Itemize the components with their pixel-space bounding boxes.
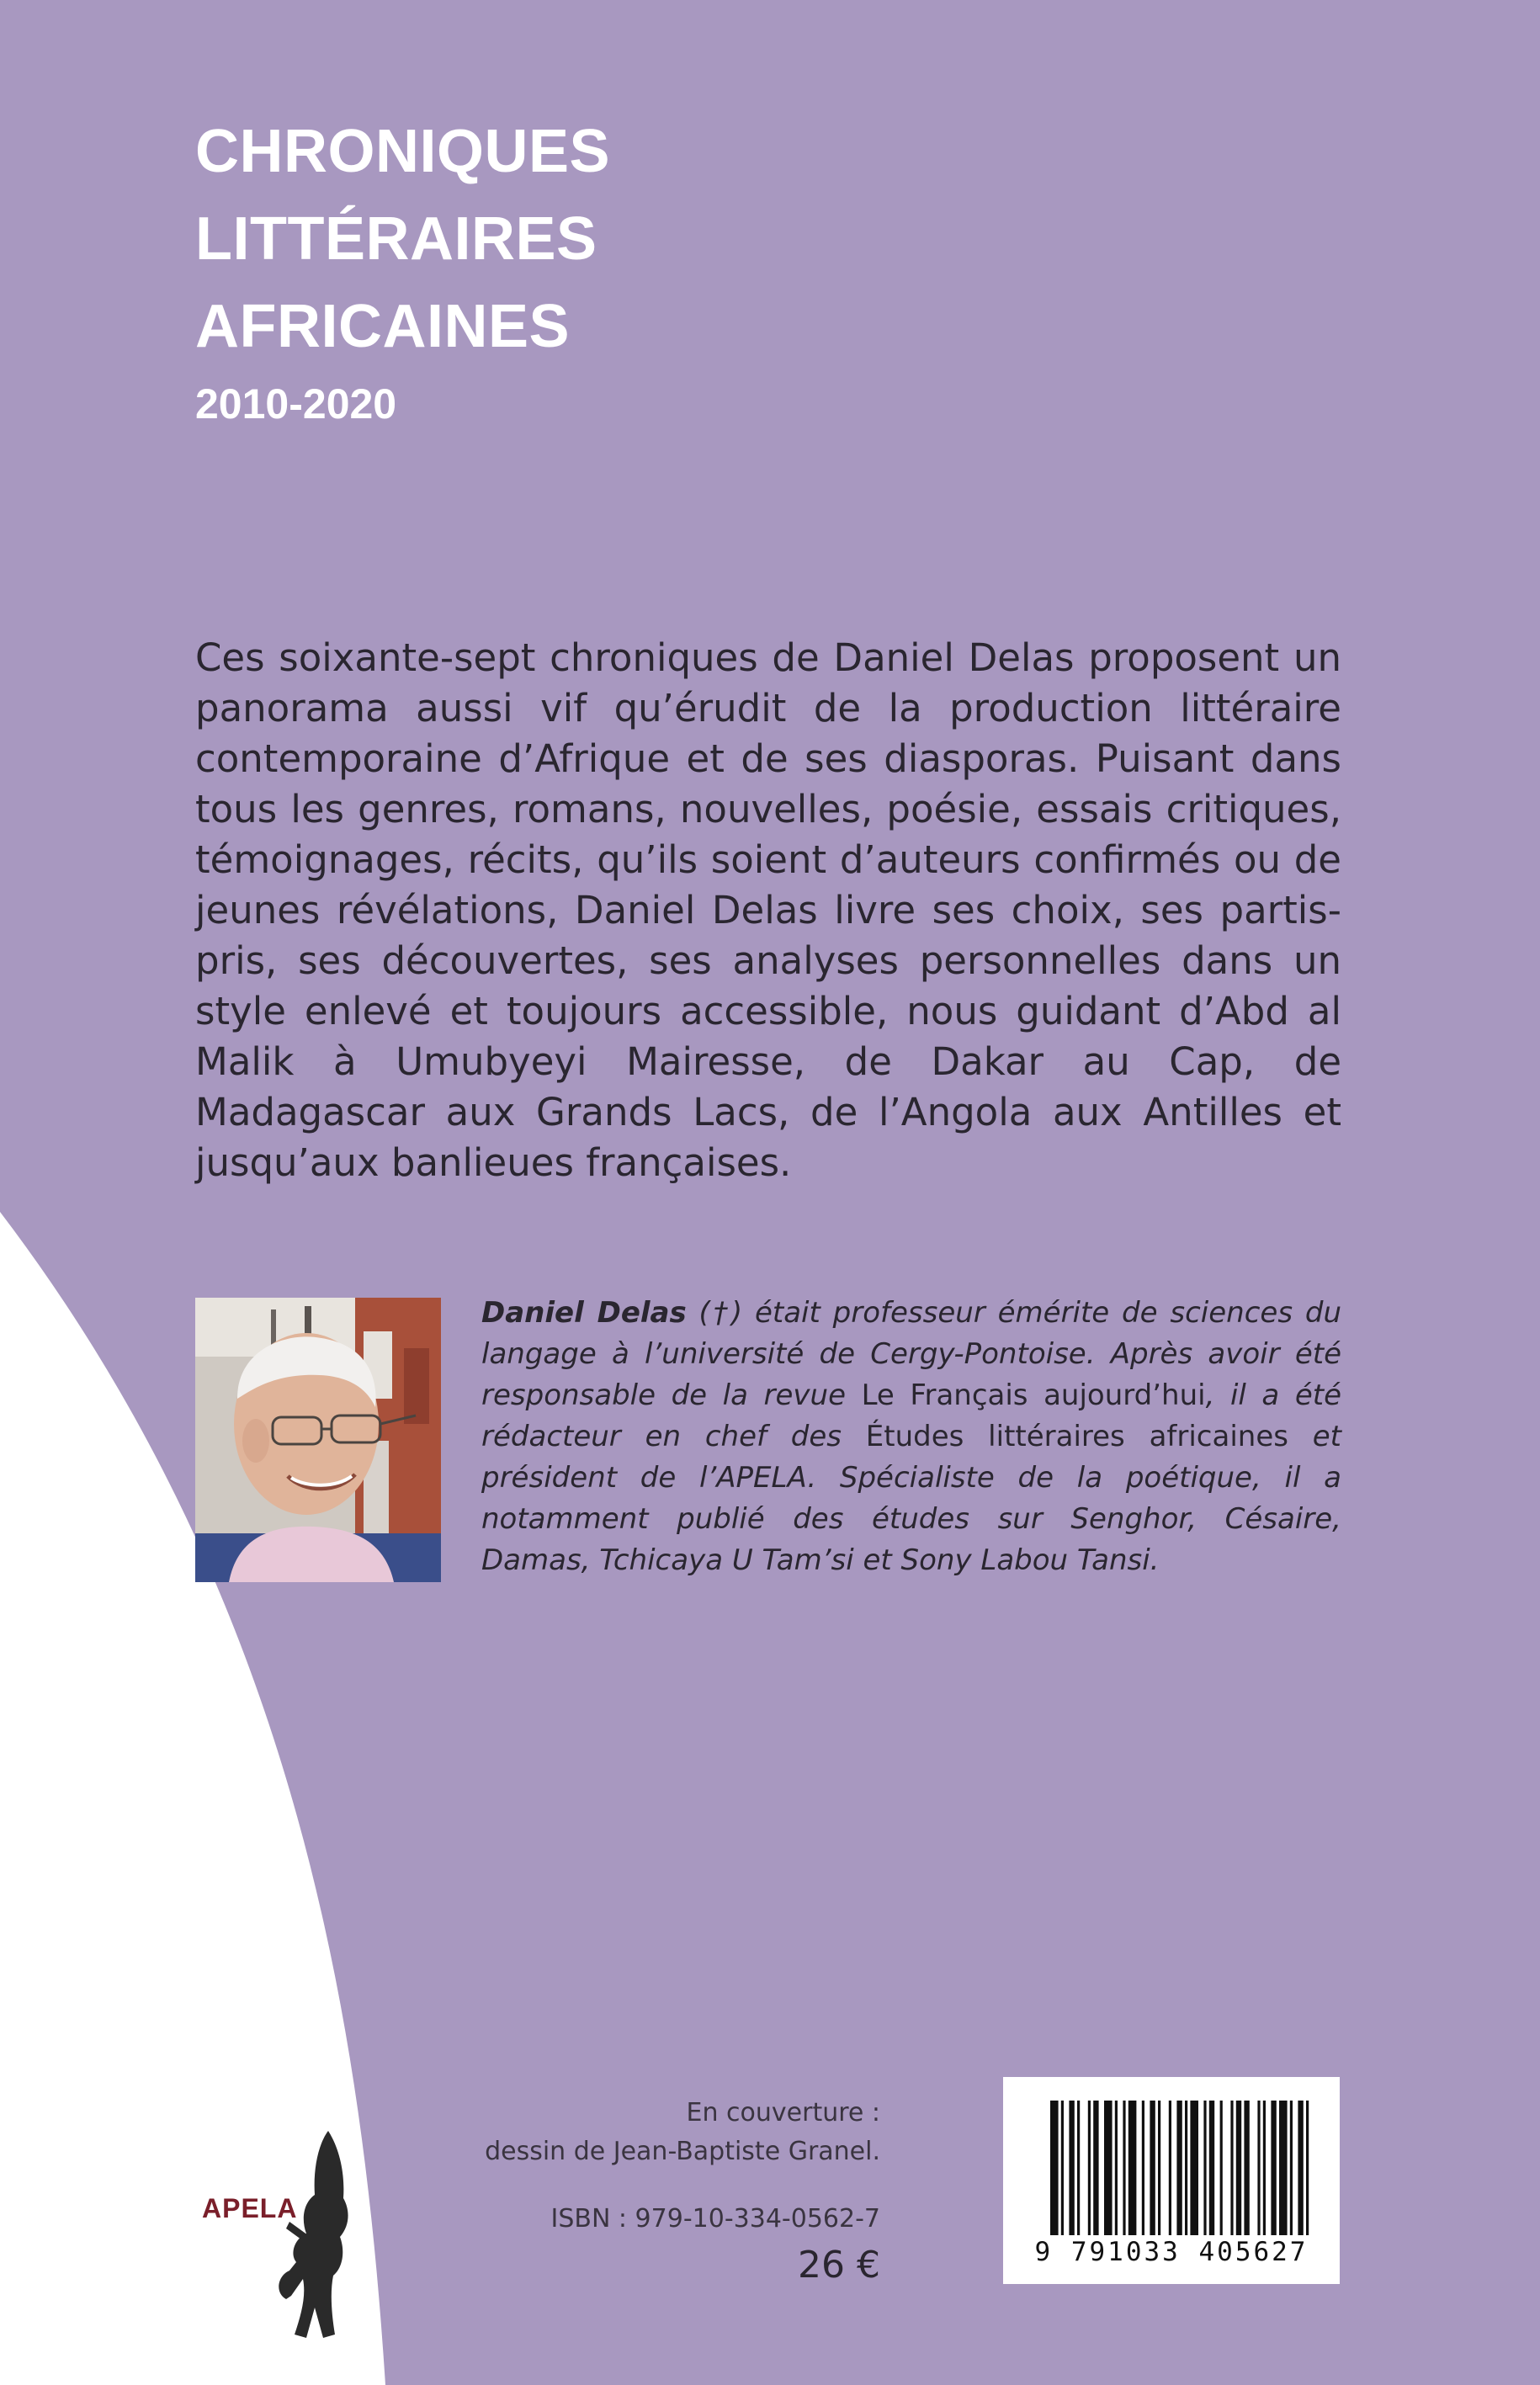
credits-line-2: dessin de Jean-Baptiste Granel. bbox=[485, 2137, 880, 2166]
title-years: 2010-2020 bbox=[195, 380, 397, 428]
title-line-3: AFRICAINES bbox=[195, 293, 571, 360]
credits-line-1: En couverture : bbox=[686, 2098, 880, 2127]
author-photo bbox=[195, 1298, 441, 1582]
isbn: ISBN : 979-10-334-0562-7 bbox=[550, 2204, 880, 2234]
carved-figure-icon bbox=[202, 2127, 387, 2346]
bio-text-3: et président de l’APELA. Spécialiste de la poétique, il a notamment publié des études sur Senghor, Césaire, Damas, Tchicaya U Tam’si et Sony Labou Tansi. bbox=[481, 1420, 1342, 1577]
logo-text: APELA bbox=[202, 2193, 298, 2223]
bio-journal-1: Le Français aujourd’hui bbox=[861, 1378, 1206, 1412]
cover-credits bbox=[485, 2094, 880, 2171]
publisher-logo bbox=[202, 2127, 387, 2346]
author-bio bbox=[481, 1293, 1341, 1581]
title-line-1: CHRONIQUES bbox=[195, 118, 611, 185]
barcode-digits: 9 791033 405627 bbox=[1034, 2237, 1309, 2267]
bio-journal-2: Études littéraires africaines bbox=[865, 1420, 1288, 1453]
author-name: Daniel Delas bbox=[481, 1296, 687, 1330]
book-title bbox=[195, 108, 610, 370]
author-portrait-icon bbox=[195, 1298, 441, 1582]
bio-text-1: (†) était professeur émérite de sciences du langage à l’université de Cergy-Pontoise. Après avoir été responsable de la revue bbox=[481, 1296, 1341, 1412]
price: 26 € bbox=[798, 2244, 880, 2287]
title-line-2: LITTÉRAIRES bbox=[195, 205, 597, 273]
bio-text-2: , il a été rédacteur en chef des bbox=[481, 1378, 1341, 1453]
barcode bbox=[1003, 2077, 1340, 2284]
blurb-paragraph: Ces soixante-sept chroniques de Daniel Delas proposent un panorama aussi vif qu’érudit de la production littéraire contemporaine d’Afrique et de ses diasporas. Puisant dans tous les genres, romans, nouvelles, poésie, essais critiques, témoignages, récits, qu’ils soient d’auteurs confirmés ou de jeunes révélations, Daniel Delas livre ses choix, ses partis-pris, ses découvertes, ses analyses personnelles dans un style enlevé et toujours accessible, nous guidant d’Abd al Malik à Umubyeyi Mairesse, de Dakar au Cap, de Madagascar aux Grands Lacs, de l’Angola aux Antilles et jusqu’aux banlieues françaises. bbox=[195, 635, 1341, 1185]
